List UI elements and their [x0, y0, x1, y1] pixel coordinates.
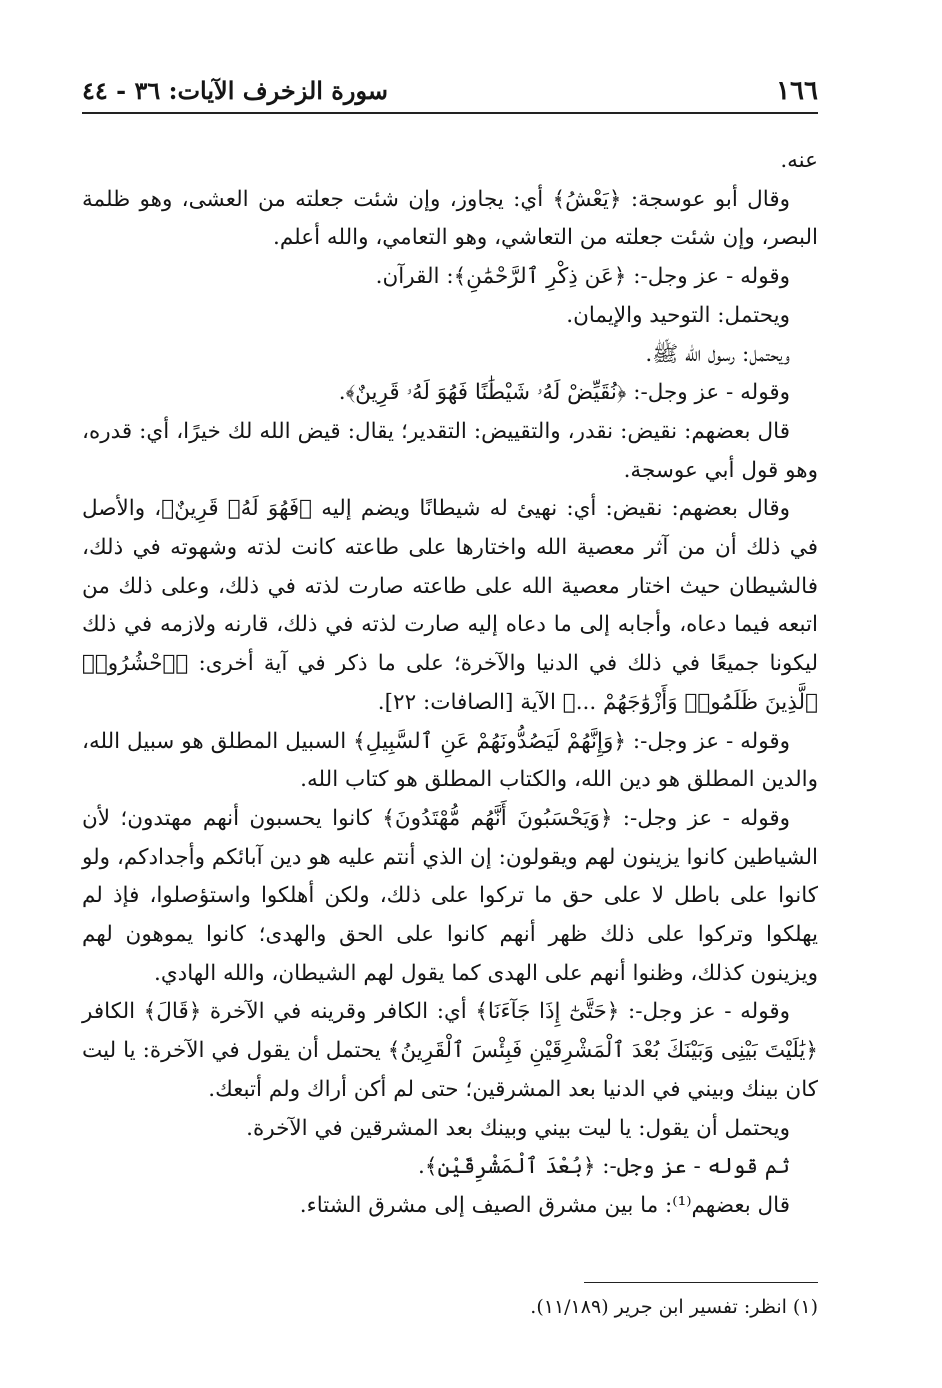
- running-title: سورة الزخرف الآيات: ٣٦ - ٤٤: [82, 76, 388, 105]
- paragraph: وقوله - عز وجل-: ﴿عَن ذِكْرِ ٱلرَّحْمَٰنِ﴾: القرآن.: [375, 264, 790, 290]
- paragraph: وقال أبو عوسجة: ﴿يَعْشُ﴾ أي: يجاوز، وإن شئت جعلته من العشى، وهو ظلمة البصر، وإن شئت جعلته من التعاشي، وهو التعامي، والله أعلم.: [82, 186, 818, 251]
- paragraph: ويحتمل أن يقول: يا ليت بيني وبينك بعد المشرقين في الآخرة.: [246, 1115, 790, 1141]
- paragraph: وقوله - عز وجل-: ﴿نُقَيِّضْ لَهُۥ شَيْطَٰنًا فَهُوَ لَهُۥ قَرِينٌ﴾.: [338, 380, 790, 406]
- footnote: (١) انظر: تفسير ابن جرير (١١/١٨٩).: [530, 1296, 818, 1318]
- paragraph: وقال بعضهم: نقيض: أي: نهيئ له شيطانًا ويضم إليه ﴿فَهُوَ لَهُۥ قَرِينٌ﴾، والأصل في ذلك أن من آثر معصية الله واختارها على طاعته كانت لذته وشهوته في ذلك، فالشيطان حيث اختار معصية الله على طاعته صارت لذته في ذلك، وعلى ذلك من اتبعه فيما دعاه، وأجابه إلى ما دعاه إليه صارت لذته في ذلك، قارنه ولازمه في ذلك ليكونا جميعًا في ذلك في الدنيا والآخرة؛ على ما ذكر في آية أخرى: ﴿ٱحْشُرُوا۟ ٱلَّذِينَ ظَلَمُوا۟ وَأَزْوَٰجَهُمْ ...﴾ الآية [الصافات: ٢٢].: [82, 496, 818, 715]
- paragraph: ويحتمل: رسول الله ﷺ.: [645, 341, 790, 367]
- paragraph: وقوله - عز وجل-: ﴿حَتَّىٰٓ إِذَا جَآءَنَا﴾ أي: الكافر وقرينه في الآخرة ﴿قَالَ﴾ الكافر ﴿يَٰلَيْتَ بَيْنِى وَبَيْنَكَ بُعْدَ ٱلْمَشْرِقَيْنِ فَبِئْسَ ٱلْقَرِينُ﴾ يحتمل أن يقول في الآخرة: يا ليت كان بينك وبيني في الدنيا بعد المشرقين؛ حتى لم أكن أراك ولم أتبعك.: [82, 999, 818, 1102]
- page-header: [82, 68, 818, 114]
- paragraph: عنه.: [780, 148, 818, 173]
- page-number: ١٦٦: [776, 76, 818, 106]
- paragraph: ويحتمل: التوحيد والإيمان.: [566, 302, 790, 328]
- paragraph: قال بعضهم⁽¹⁾: ما بين مشرق الصيف إلى مشرق الشتاء.: [299, 1192, 790, 1218]
- body-text: [82, 142, 818, 1226]
- header-divider: [82, 112, 818, 114]
- paragraph: وقوله - عز وجل-: ﴿وَإِنَّهُمْ لَيَصُدُّونَهُمْ عَنِ ٱلسَّبِيلِ﴾ السبيل المطلق هو سبيل الله، والدين المطلق هو دين الله، والكتاب المطلق هو كتاب الله.: [82, 728, 818, 793]
- paragraph: ثم قوله - عز وجل-: ﴿بُعْدَ ٱلْمَشْرِقَيْنِ﴾.: [418, 1154, 790, 1180]
- footnote-divider: [584, 1282, 818, 1283]
- paragraph: قال بعضهم: نقيض: نقدر، والتقييض: التقدير؛ يقال: قيض الله لك خيرًا، أي: قدره، وهو قول أبي عوسجة.: [82, 418, 818, 483]
- paragraph: وقوله - عز وجل-: ﴿وَيَحْسَبُونَ أَنَّهُم مُّهْتَدُونَ﴾ كانوا يحسبون أنهم مهتدون؛ لأن الشياطين كانوا يزينون لهم ويقولون: إن الذي أنتم عليه هو دين آبائكم وأجدادكم، ولو كانوا على باطل لا على حق ما تركوا على ذلك، ولكن أهلكوا واستؤصلوا، فإذ لم يهلكوا وتركوا على ذلك ظهر أنهم كانوا على الحق والهدى؛ كانوا يموهون لهم ويزينون كذلك، وظنوا أنهم على الهدى كما يقول لهم الشيطان، والله الهادي.: [82, 805, 818, 986]
